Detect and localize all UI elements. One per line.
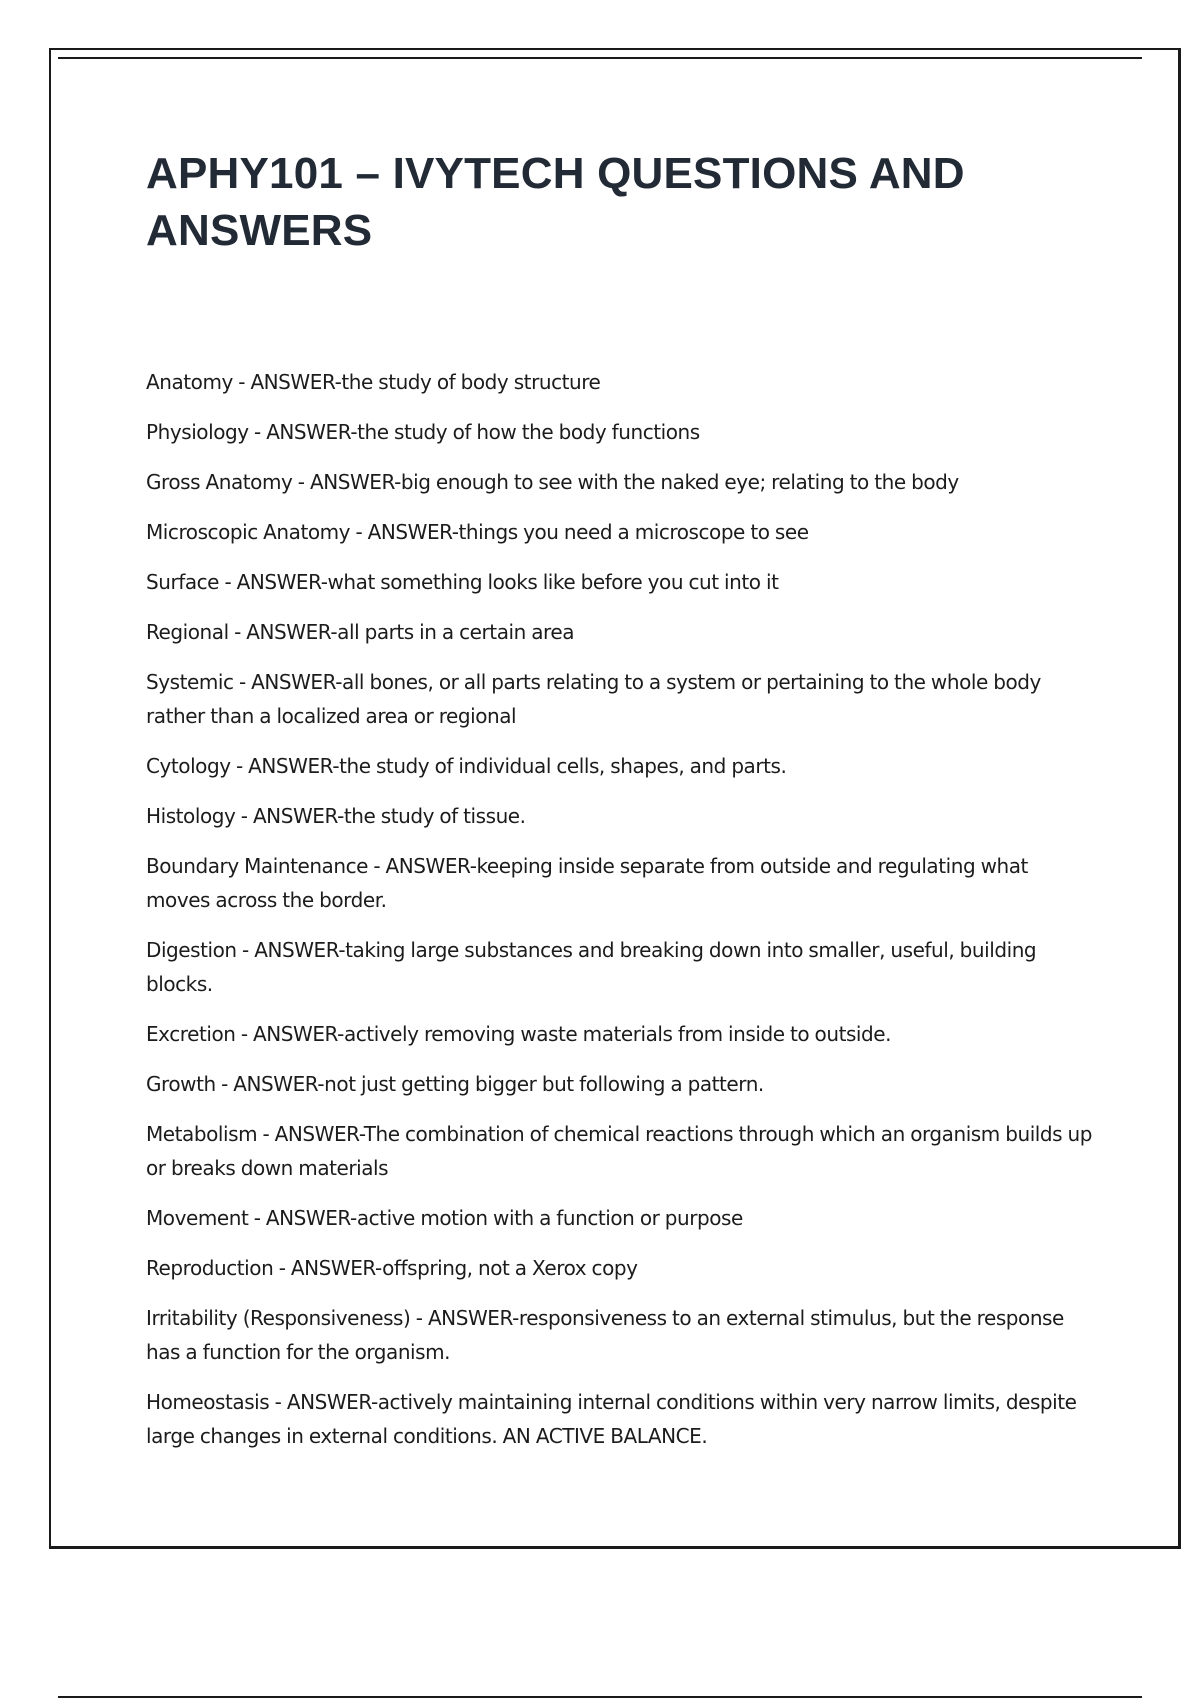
qa-item-cytology: Cytology - ANSWER-the study of individual cells, shapes, and parts. (146, 754, 787, 778)
document-title: APHY101 – IVYTECH QUESTIONS AND ANSWERS (146, 149, 965, 255)
qa-item-anatomy: Anatomy - ANSWER-the study of body structure (146, 370, 601, 394)
qa-item-histology: Histology - ANSWER-the study of tissue. (146, 804, 526, 828)
next-page-header-rule (58, 1696, 1142, 1698)
qa-item-systemic: Systemic - ANSWER-all bones, or all parts relating to a system or pertaining to the whole body rather than a localized area or regional (146, 670, 1041, 728)
qa-item-digestion: Digestion - ANSWER-taking large substances and breaking down into smaller, useful, building blocks. (146, 938, 1037, 996)
qa-item-surface: Surface - ANSWER-what something looks like before you cut into it (146, 570, 779, 594)
qa-list (146, 365, 1096, 1469)
qa-item-excretion: Excretion - ANSWER-actively removing waste materials from inside to outside. (146, 1022, 892, 1046)
qa-item-microscopic-anatomy: Microscopic Anatomy - ANSWER-things you need a microscope to see (146, 520, 809, 544)
header-rule (58, 57, 1142, 59)
qa-item-physiology: Physiology - ANSWER-the study of how the body functions (146, 420, 700, 444)
qa-item-reproduction: Reproduction - ANSWER-offspring, not a Xerox copy (146, 1256, 638, 1280)
qa-item-irritability: Irritability (Responsiveness) - ANSWER-responsiveness to an external stimulus, but the response has a function for the organism. (146, 1306, 1064, 1364)
qa-item-movement: Movement - ANSWER-active motion with a function or purpose (146, 1206, 743, 1230)
qa-item-metabolism: Metabolism - ANSWER-The combination of chemical reactions through which an organism builds up or breaks down materials (146, 1122, 1092, 1180)
qa-item-growth: Growth - ANSWER-not just getting bigger but following a pattern. (146, 1072, 764, 1096)
qa-item-regional: Regional - ANSWER-all parts in a certain area (146, 620, 575, 644)
qa-item-boundary-maintenance: Boundary Maintenance - ANSWER-keeping inside separate from outside and regulating what moves across the border. (146, 854, 1028, 912)
qa-item-homeostasis: Homeostasis - ANSWER-actively maintaining internal conditions within very narrow limits, despite large changes in external conditions. AN ACTIVE BALANCE. (146, 1390, 1077, 1448)
qa-item-gross-anatomy: Gross Anatomy - ANSWER-big enough to see with the naked eye; relating to the body (146, 470, 959, 494)
